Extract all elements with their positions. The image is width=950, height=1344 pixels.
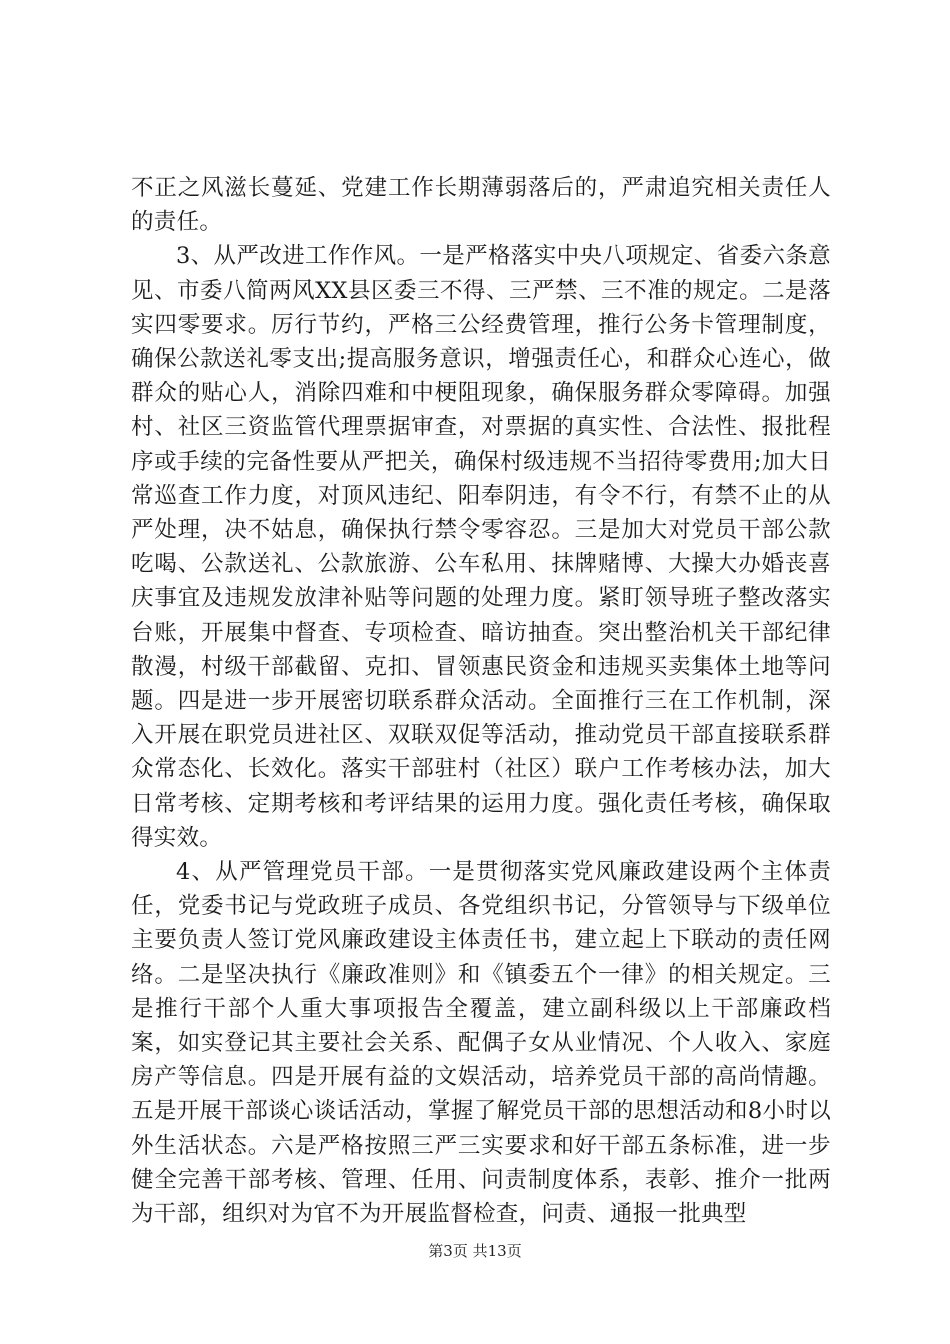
page-footer bbox=[0, 1241, 950, 1261]
paragraph-cadre-management: 4、从严管理党员干部。一是贯彻落实党风廉政建设两个主体责任，党委书记与党政班子成员、各党组织书记，分管领导与下级单位主要负责人签订党风廉政建设主体责任书，建立起上下联动的责任网络。二是坚决执行《廉政准则》和《镇委五个一律》的相关规定。三是推行干部个人重大事项报告全覆盖，建立副科级以上干部廉政档案，如实登记其主要社会关系、配偶子女从业情况、个人收入、家庭房产等信息。四是开展有益的文娱活动，培养党员干部的高尚情趣。五是开展干部谈心谈话活动，掌握了解党员干部的思想活动和8小时以外生活状态。六是严格按照三严三实要求和好干部五条标准，进一步健全完善干部考核、管理、任用、问责制度体系，表彰、推介一批两为干部，组织对为官不为开展监督检查，问责、通报一批典型 bbox=[131, 859, 831, 1228]
paragraph-continued: 不正之风滋长蔓延、党建工作长期薄弱落后的，严肃追究相关责任人的责任。 bbox=[131, 175, 831, 236]
document-body bbox=[131, 171, 831, 1231]
paragraph-work-style: 3、从严改进工作作风。一是严格落实中央八项规定、省委六条意见、市委八简两风XX县区委三不得、三严禁、三不准的规定。二是落实四零要求。厉行节约，严格三公经费管理，推行公务卡管理制度，确保公款送礼零支出;提高服务意识，增强责任心，和群众心连心，做群众的贴心人，消除四难和中梗阻现象，确保服务群众零障碍。加强村、社区三资监管代理票据审查，对票据的真实性、合法性、报批程序或手续的完备性要从严把关，确保村级违规不当招待零费用;加大日常巡查工作力度，对顶风违纪、阳奉阴违，有令不行，有禁不止的从严处理，决不姑息，确保执行禁令零容忍。三是加大对党员干部公款吃喝、公款送礼、公款旅游、公车私用、抹牌赌博、大操大办婚丧喜庆事宜及违规发放津补贴等问题的处理力度。紧盯领导班子整改落实台账，开展集中督查、专项检查、暗访抽查。突出整治机关干部纪律散漫，村级干部截留、克扣、冒领惠民资金和违规买卖集体土地等问题。四是进一步开展密切联系群众活动。全面推行三在工作机制，深入开展在职党员进社区、双联双促等活动，推动党员干部直接联系群众常态化、长效化。落实干部驻村（社区）联户工作考核办法，加大日常考核、定期考核和考评结果的运用力度。强化责任考核，确保取得实效。 bbox=[131, 243, 831, 851]
page-number-label: 第3页 共13页 bbox=[428, 1242, 522, 1260]
